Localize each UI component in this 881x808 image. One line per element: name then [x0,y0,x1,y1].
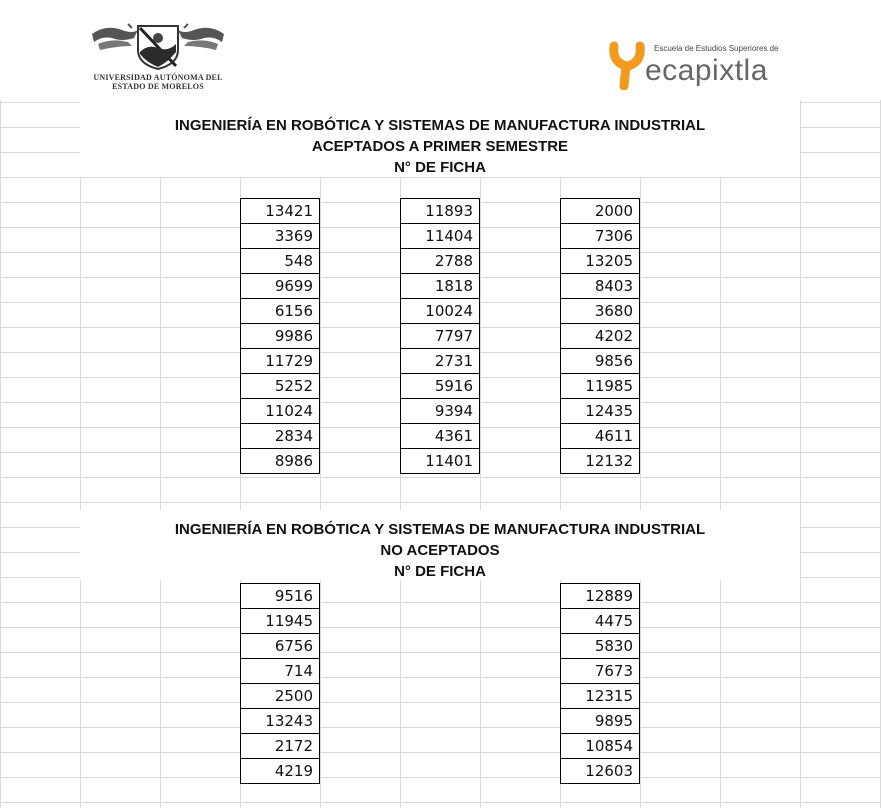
rejected-title-line2: NO ACEPTADOS [380,542,500,559]
ficha-cell[interactable]: 2000 [560,198,640,224]
ficha-cell[interactable]: 4361 [400,424,480,449]
accepted-title-line1: INGENIERÍA EN ROBÓTICA Y SISTEMAS DE MANUFACTURA INDUSTRIAL [174,117,706,134]
ficha-cell[interactable]: 714 [240,659,320,684]
ficha-cell[interactable]: 9394 [400,399,480,424]
ecapixtla-subtitle: Escuela de Estudios Superiores de [654,44,779,53]
rejected-title-line3: N° DE FICHA [394,563,486,580]
ficha-cell[interactable]: 5252 [240,374,320,399]
rejected-title-line1: INGENIERÍA EN ROBÓTICA Y SISTEMAS DE MANUFACTURA INDUSTRIAL [174,521,706,538]
ficha-cell[interactable]: 11024 [240,399,320,424]
accepted-column-1 [240,198,320,474]
ficha-cell[interactable]: 9699 [240,274,320,299]
ficha-cell[interactable]: 8986 [240,449,320,474]
ficha-cell[interactable]: 4202 [560,324,640,349]
ficha-cell[interactable]: 8403 [560,274,640,299]
accepted-title-line2: ACEPTADOS A PRIMER SEMESTRE [311,138,569,155]
ficha-cell[interactable]: 13421 [240,198,320,224]
ficha-cell[interactable]: 7306 [560,224,640,249]
ficha-cell[interactable]: 12889 [560,583,640,609]
ficha-cell[interactable]: 4219 [240,759,320,784]
ficha-cell[interactable]: 10854 [560,734,640,759]
ficha-cell[interactable]: 4611 [560,424,640,449]
ficha-cell[interactable]: 11985 [560,374,640,399]
ficha-cell[interactable]: 2500 [240,684,320,709]
ficha-cell[interactable]: 4475 [560,609,640,634]
ficha-cell[interactable]: 9516 [240,583,320,609]
ficha-cell[interactable]: 3680 [560,299,640,324]
ficha-cell[interactable]: 7673 [560,659,640,684]
ficha-cell[interactable]: 11893 [400,198,480,224]
ficha-cell[interactable]: 10024 [400,299,480,324]
uaem-name-line2: ESTADO DE MORELOS [112,82,204,91]
ficha-cell[interactable]: 9986 [240,324,320,349]
ficha-cell[interactable]: 11729 [240,349,320,374]
accepted-column-3 [560,198,640,474]
ficha-cell[interactable]: 13205 [560,249,640,274]
ficha-cell[interactable]: 2834 [240,424,320,449]
ficha-cell[interactable]: 2788 [400,249,480,274]
ficha-cell[interactable]: 2731 [400,349,480,374]
uaem-logo [88,22,228,92]
ecapixtla-wordmark: ecapixtla [645,54,768,87]
ficha-cell[interactable]: 13243 [240,709,320,734]
rejected-column-1 [240,583,320,784]
ficha-cell[interactable]: 2172 [240,734,320,759]
ficha-cell[interactable]: 12603 [560,759,640,784]
ficha-cell[interactable]: 9856 [560,349,640,374]
ficha-cell[interactable]: 11401 [400,449,480,474]
ficha-cell[interactable]: 548 [240,249,320,274]
accepted-title-line3: N° DE FICHA [394,159,486,176]
ficha-cell[interactable]: 6156 [240,299,320,324]
uaem-name-line1: UNIVERSIDAD AUTÓNOMA DEL [93,73,223,82]
ficha-cell[interactable]: 12435 [560,399,640,424]
ficha-cell[interactable]: 6756 [240,634,320,659]
ficha-cell[interactable]: 3369 [240,224,320,249]
rejected-column-2 [560,583,640,784]
accepted-column-2 [400,198,480,474]
ficha-cell[interactable]: 1818 [400,274,480,299]
ficha-cell[interactable]: 7797 [400,324,480,349]
ecapixtla-logo [608,38,788,96]
uaem-crest-icon [88,22,228,70]
ficha-cell[interactable]: 5830 [560,634,640,659]
ficha-cell[interactable]: 11404 [400,224,480,249]
ficha-cell[interactable]: 12315 [560,684,640,709]
ficha-cell[interactable]: 12132 [560,449,640,474]
ficha-cell[interactable]: 11945 [240,609,320,634]
ficha-cell[interactable]: 5916 [400,374,480,399]
ficha-cell[interactable]: 9895 [560,709,640,734]
ecapixtla-y-icon [608,40,648,90]
